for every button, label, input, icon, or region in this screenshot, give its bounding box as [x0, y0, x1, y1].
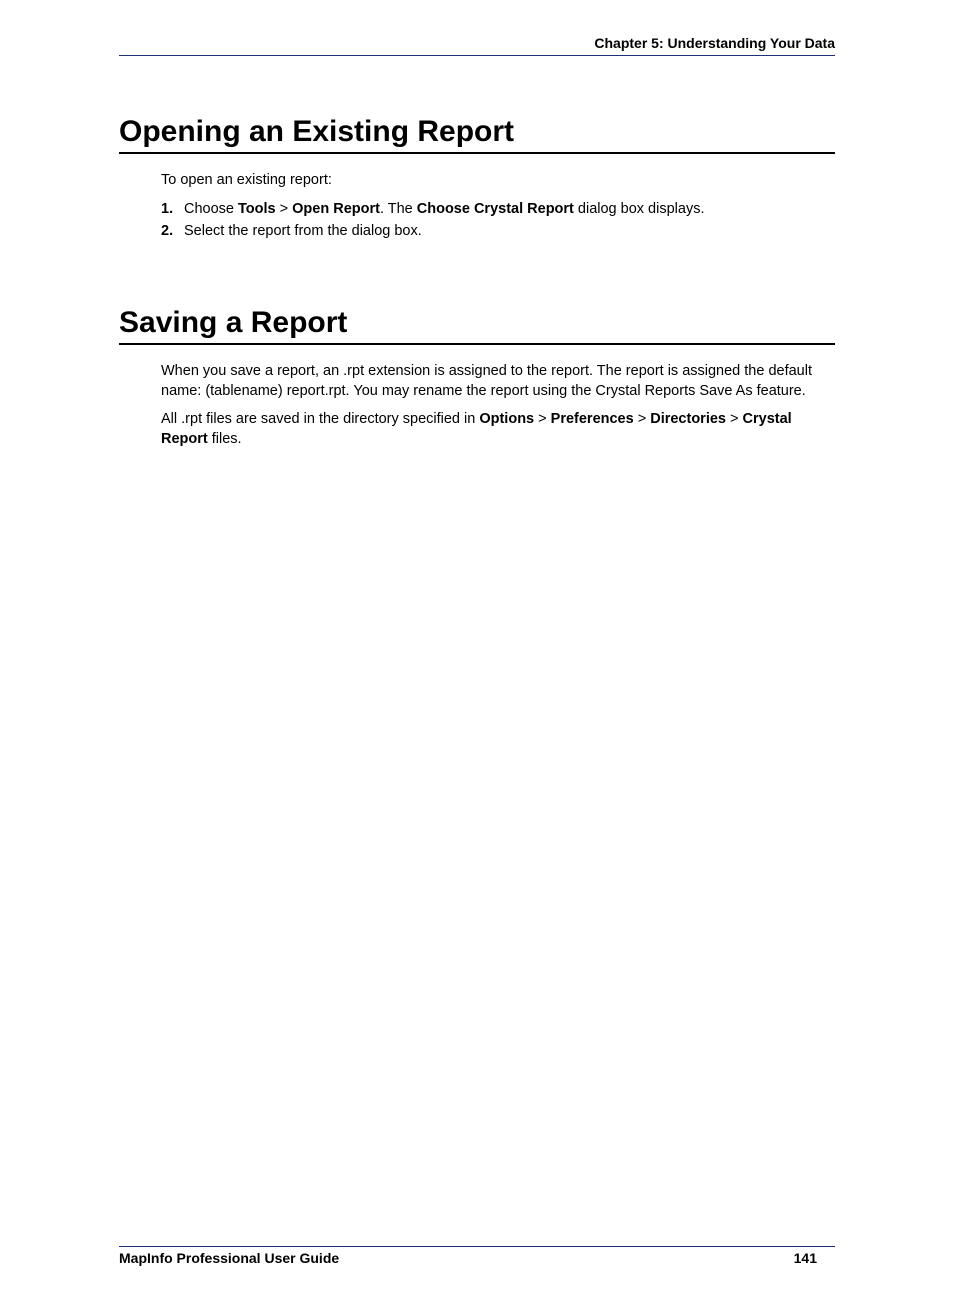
step-text: [184, 200, 704, 220]
text-run: dialog box displays.: [573, 201, 705, 217]
guide-title: MapInfo Professional User Guide: [119, 1250, 340, 1266]
step-number: 2.: [161, 223, 174, 239]
text-run: >: [633, 411, 651, 427]
text-run: >: [275, 201, 293, 217]
step-text: [184, 222, 422, 242]
saving-paragraph-2: [161, 410, 835, 449]
text-run: All .rpt files are saved in the directory specified in: [161, 411, 480, 427]
text-run: files.: [207, 430, 242, 447]
emphasized-term: Open Report: [292, 201, 380, 217]
emphasized-term: Crystal Report: [161, 411, 792, 447]
text-run: Choose: [184, 201, 239, 217]
saving-paragraph-1: [161, 362, 835, 401]
emphasized-term: Preferences: [550, 411, 634, 427]
emphasized-term: Directories: [650, 411, 726, 427]
page-footer: [119, 1246, 835, 1271]
text-run: . The: [379, 201, 417, 217]
text-run: When you save a report, an .rpt extension is assigned to the report. The report is assigned the default name: (tablename) report.rpt. You may rename the report using the Crystal Reports Save As feature.: [161, 363, 812, 399]
page-number: 141: [793, 1250, 817, 1266]
page-header: [119, 33, 835, 56]
emphasized-term: Tools: [238, 201, 276, 217]
section-title-saving-report: Saving a Report: [119, 305, 835, 345]
step-number: 1.: [161, 201, 174, 217]
text-run: >: [534, 411, 551, 427]
chapter-title: Chapter 5: Understanding Your Data: [594, 35, 835, 51]
section-title-opening-report: Opening an Existing Report: [119, 114, 835, 154]
text-run: Select the report from the dialog box.: [184, 223, 422, 239]
opening-intro-text: To open an existing report:: [161, 172, 332, 188]
text-run: >: [725, 411, 743, 427]
emphasized-term: Options: [479, 411, 535, 427]
emphasized-term: Choose Crystal Report: [416, 201, 574, 217]
